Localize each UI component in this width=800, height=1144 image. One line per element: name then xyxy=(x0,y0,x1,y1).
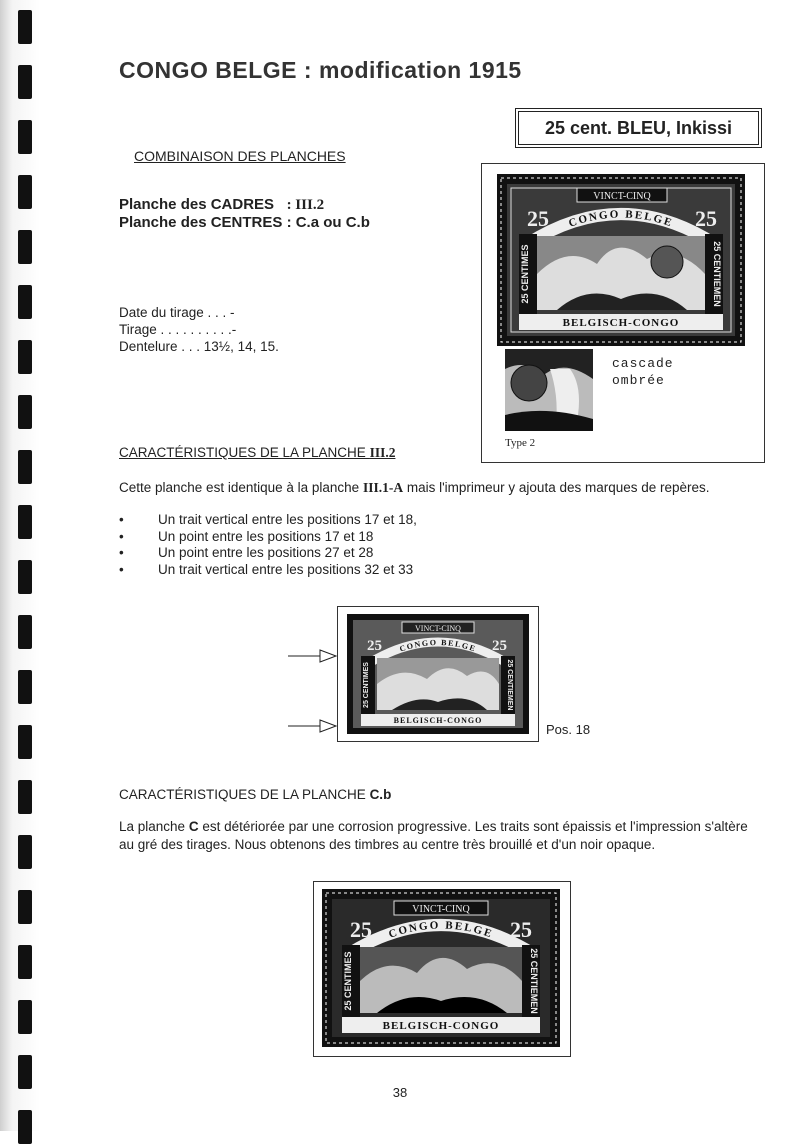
print-metadata xyxy=(119,304,279,355)
pos18-right-text: 25 CENTIEMEN xyxy=(506,659,513,711)
binding-ring xyxy=(18,230,32,264)
pos18-left-text: 25 CENTIMES xyxy=(363,662,370,708)
list-item: • Un point entre les positions 17 et 18 xyxy=(119,529,417,546)
binding-ring xyxy=(18,65,32,99)
binding-ring xyxy=(18,175,32,209)
cb-arch-text: CONGO BELGE xyxy=(387,919,495,941)
stamp-corner-right: 25 xyxy=(695,206,717,231)
intro-bold: III.1-A xyxy=(362,480,404,495)
list-item: • Un trait vertical entre les positions 17 et 18, xyxy=(119,512,417,529)
binding-ring xyxy=(18,1055,32,1089)
centres-label: Planche des CENTRES xyxy=(119,214,283,231)
cascade-caption xyxy=(612,355,674,389)
cascade-caption-line2: ombrée xyxy=(612,373,665,388)
cb-corner-left: 25 xyxy=(350,917,372,942)
stamp-image-main xyxy=(497,174,745,346)
binding-ring xyxy=(18,10,32,44)
section-heading-iii-bold: III.2 xyxy=(369,445,396,460)
cadres-label: Planche des CADRES xyxy=(119,196,275,213)
cb-top-text: VINCT-CINQ xyxy=(412,904,470,915)
planche-info xyxy=(119,196,370,232)
dentelure: Dentelure . . . 13½, 14, 15. xyxy=(119,339,279,354)
intro-before: Cette planche est identique à la planche xyxy=(119,480,363,495)
tirage: Tirage . . . . . . . . . .- xyxy=(119,322,237,337)
pos18-corner-right: 25 xyxy=(492,638,507,654)
binding-ring xyxy=(18,780,32,814)
list-item: • Un trait vertical entre les positions 32 et 33 xyxy=(119,562,417,579)
pos18-bottom-text: BELGISCH-CONGO xyxy=(393,716,483,725)
section-heading-cb xyxy=(119,787,391,802)
binding-ring xyxy=(18,945,32,979)
binding-ring xyxy=(18,1000,32,1034)
stamp-corner-left: 25 xyxy=(527,206,549,231)
cb-para-bold: C xyxy=(188,819,199,834)
binding-ring xyxy=(18,560,32,594)
binding-ring xyxy=(18,450,32,484)
list-item: • Un point entre les positions 27 et 28 xyxy=(119,545,417,562)
section-heading-iii xyxy=(119,445,395,461)
stamp-denomination-box xyxy=(515,108,762,148)
section-heading-iii-prefix: CARACTÉRISTIQUES DE LA PLANCHE xyxy=(119,445,370,460)
stamp-right-text: 25 CENTIEMEN xyxy=(712,241,722,307)
stamp-image-cb xyxy=(322,889,560,1047)
cascade-caption-line1: cascade xyxy=(612,356,674,371)
binding-ring xyxy=(18,285,32,319)
pos18-arch-text: CONGO BELGE xyxy=(398,637,478,654)
arrow-right-icon xyxy=(288,718,338,734)
bullet-list xyxy=(119,512,417,578)
pos18-corner-left: 25 xyxy=(367,638,382,654)
section-iii-intro xyxy=(119,480,710,496)
binding-ring xyxy=(18,505,32,539)
binding-ring xyxy=(18,120,32,154)
cb-para-before: La planche xyxy=(119,819,189,834)
spiral-binding xyxy=(0,0,40,1131)
stamp-arch-text: CONGO BELGE xyxy=(567,208,675,230)
binding-ring xyxy=(18,615,32,649)
cb-para-after: est détériorée par une corrosion progressive. Les traits sont épaissis et l'impression s'altère au gré des tirages. Nous obtenons des timbres au centre très brouillé et d'un noir opaque. xyxy=(119,819,748,852)
stamp-bottom-text: BELGISCH-CONGO xyxy=(562,317,680,329)
intro-after: mais l'imprimeur y ajouta des marques de repères. xyxy=(403,480,710,495)
section-heading-cb-prefix: CARACTÉRISTIQUES DE LA PLANCHE xyxy=(119,787,370,802)
pos18-top-text: VINCT-CINQ xyxy=(415,624,461,633)
section-cb-paragraph xyxy=(119,818,759,854)
page-number: 38 xyxy=(392,1085,408,1100)
binding-ring xyxy=(18,395,32,429)
centres-value: : C.a ou C.b xyxy=(286,214,370,231)
stamp-left-text: 25 CENTIMES xyxy=(520,244,530,304)
section-heading-cb-bold: C.b xyxy=(369,787,392,802)
cadres-value: : III.2 xyxy=(286,197,325,213)
position-label: Pos. 18 xyxy=(546,722,591,737)
binding-ring xyxy=(18,890,32,924)
cb-right-text: 25 CENTIEMEN xyxy=(529,948,539,1014)
date-tirage: Date du tirage . . . - xyxy=(119,305,235,320)
stamp-top-text: VINCT-CINQ xyxy=(593,191,651,202)
type-label: Type 2 xyxy=(505,437,536,449)
cb-left-text: 25 CENTIMES xyxy=(343,951,353,1011)
section-heading-combinaison: COMBINAISON DES PLANCHES xyxy=(134,148,346,164)
cascade-detail-image xyxy=(505,349,593,431)
cb-bottom-text: BELGISCH-CONGO xyxy=(382,1020,500,1032)
stamp-denomination: 25 cent. BLEU, Inkissi xyxy=(544,117,733,138)
binding-ring xyxy=(18,725,32,759)
stamp-image-pos18 xyxy=(347,614,529,734)
cb-corner-right: 25 xyxy=(510,917,532,942)
binding-ring xyxy=(18,670,32,704)
page-title: CONGO BELGE : modification 1915 xyxy=(119,57,522,83)
arrow-right-icon xyxy=(288,648,338,664)
binding-ring xyxy=(18,1110,32,1144)
binding-ring xyxy=(18,835,32,869)
binding-ring xyxy=(18,340,32,374)
